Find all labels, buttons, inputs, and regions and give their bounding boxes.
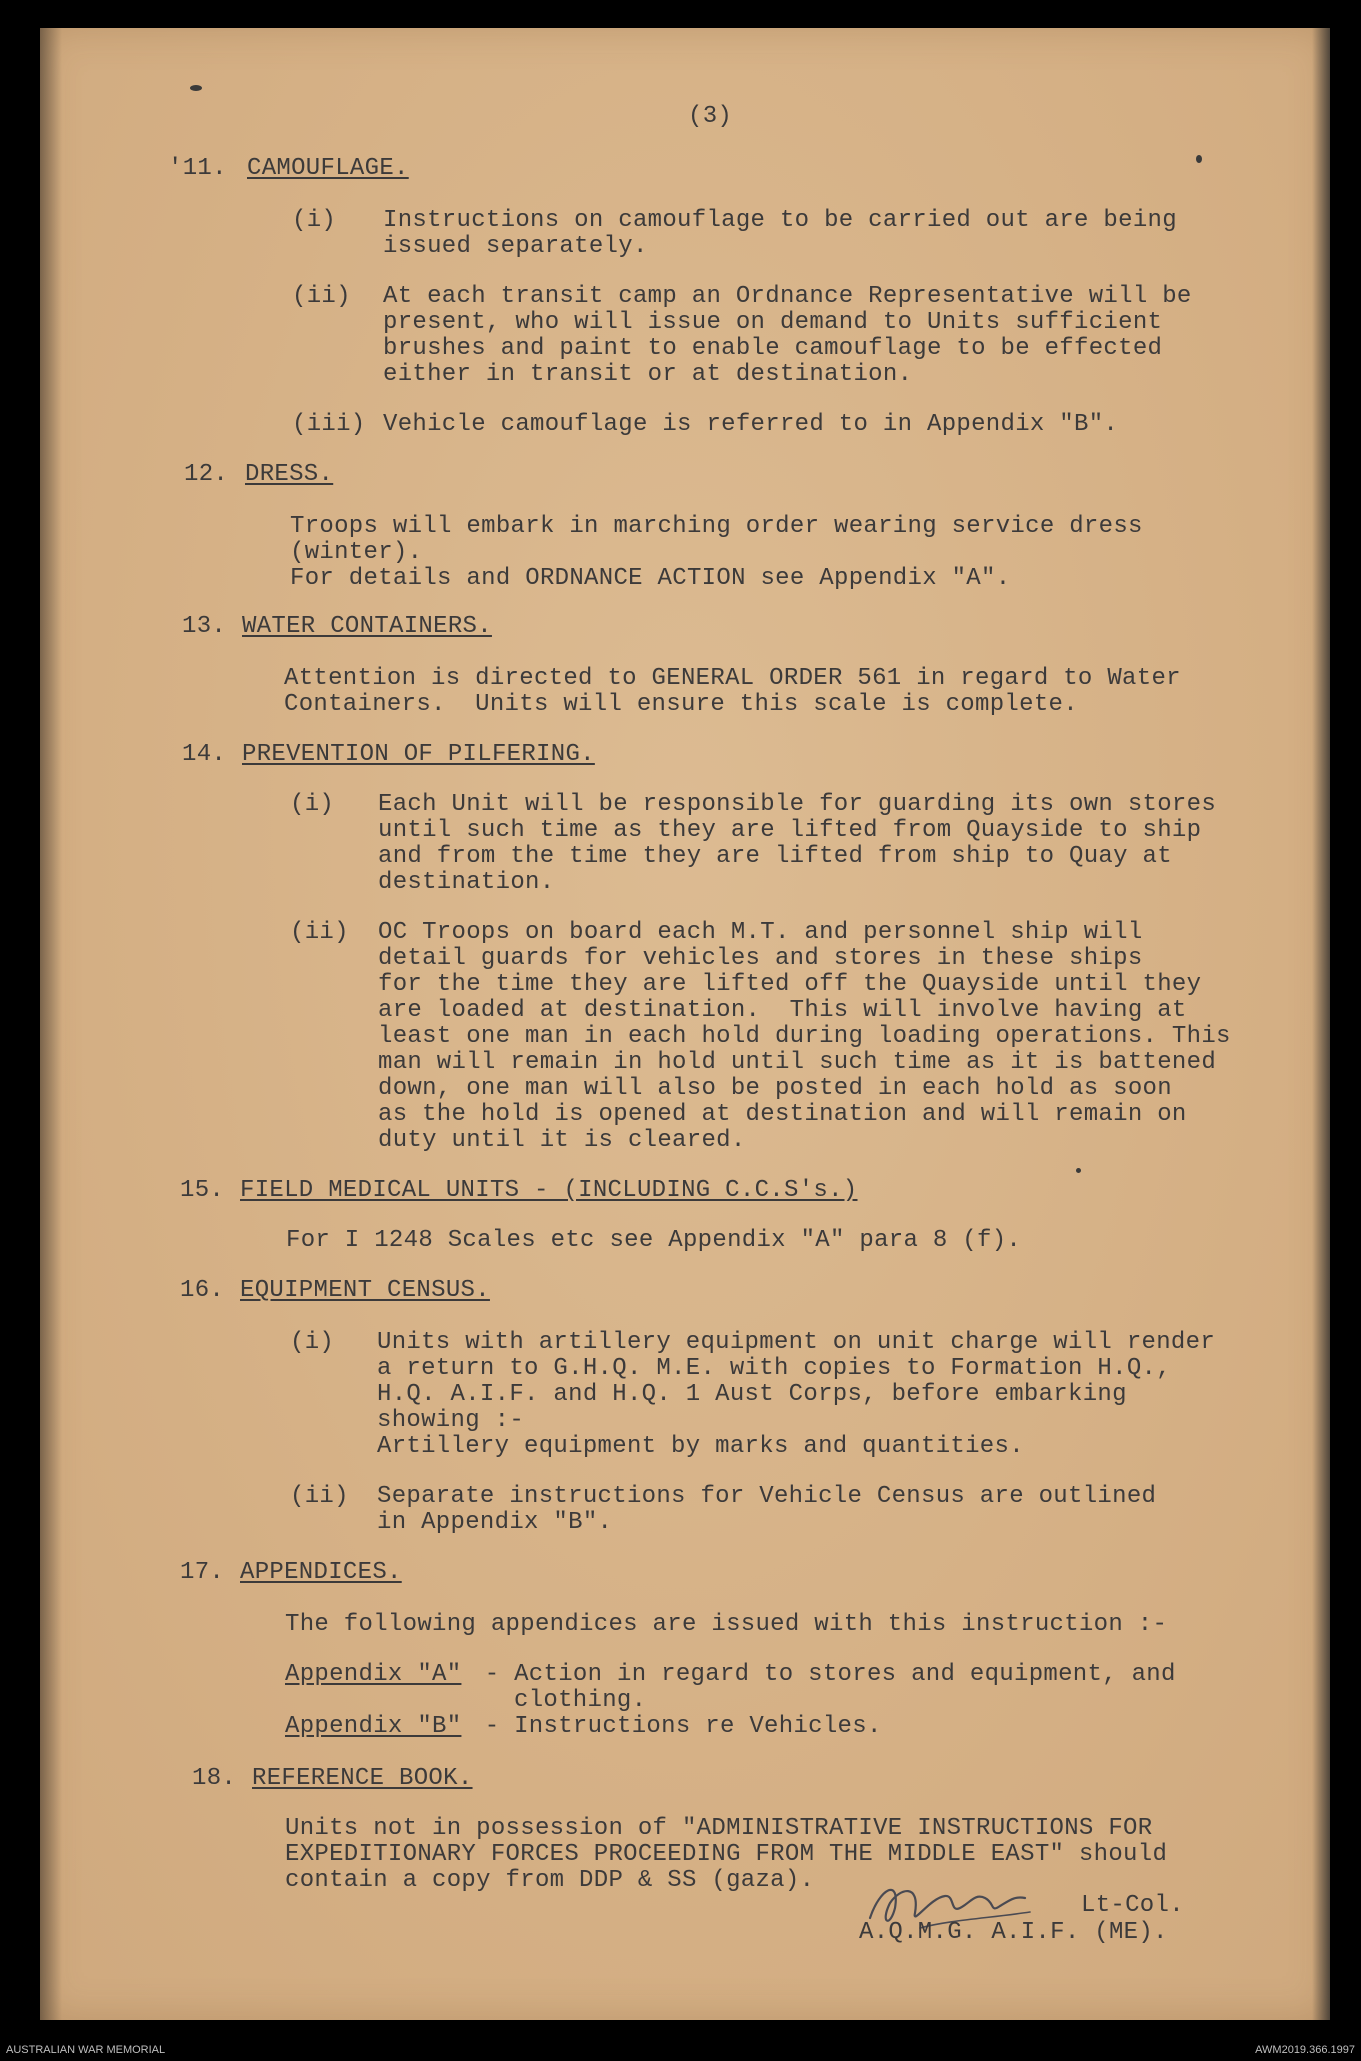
- section-17-intro: The following appendices are issued with this instruction :-: [285, 1611, 1168, 1638]
- section-18-line: contain a copy from DDP & SS (gaza).: [285, 1867, 815, 1894]
- appendix-a-text: clothing.: [514, 1687, 647, 1714]
- section-11-iii-line: Vehicle camouflage is referred to in Appendix "B".: [383, 411, 1119, 438]
- ink-speck: [190, 85, 202, 91]
- appendix-a-label: Appendix "A": [285, 1661, 462, 1688]
- section-14-i-line: destination.: [378, 869, 555, 896]
- section-14-ii-line: duty until it is cleared.: [378, 1127, 746, 1154]
- section-16-ii-line: Separate instructions for Vehicle Census are outlined: [377, 1483, 1157, 1510]
- section-12-line: Troops will embark in marching order wearing service dress: [290, 513, 1143, 540]
- section-18-line: EXPEDITIONARY FORCES PROCEEDING FROM THE MIDDLE EAST" should: [285, 1841, 1168, 1868]
- section-14-ii-line: least one man in each hold during loading operations. This: [378, 1023, 1231, 1050]
- section-11-ii-line: either in transit or at destination.: [383, 361, 913, 388]
- section-16-i-line: Units with artillery equipment on unit charge will render: [377, 1329, 1216, 1356]
- section-11-i-label: (i): [292, 207, 337, 234]
- section-14-ii-line: as the hold is opened at destination and will remain on: [378, 1101, 1187, 1128]
- section-11-heading: CAMOUFLAGE.: [247, 155, 409, 182]
- section-11-ii-line: present, who will issue on demand to Units sufficient: [383, 309, 1163, 336]
- section-16-number: 16.: [180, 1277, 225, 1304]
- section-16-i-line: a return to G.H.Q. M.E. with copies to Formation H.Q.,: [377, 1355, 1171, 1382]
- section-11-i-line: Instructions on camouflage to be carried out are being: [383, 207, 1177, 234]
- section-16-i-label: (i): [290, 1329, 335, 1356]
- section-13-heading: WATER CONTAINERS.: [242, 613, 492, 640]
- section-12-line: For details and ORDNANCE ACTION see Appendix "A".: [290, 565, 1011, 592]
- section-14-ii-line: detail guards for vehicles and stores in these ships: [378, 945, 1143, 972]
- section-14-number: 14.: [182, 741, 227, 768]
- footer-archive-name: AUSTRALIAN WAR MEMORIAL: [6, 2044, 166, 2056]
- section-12-number: 12.: [184, 461, 229, 488]
- section-11-number: '11.: [168, 155, 227, 182]
- section-16-i-line: showing :-: [377, 1407, 525, 1434]
- section-11-ii-line: brushes and paint to enable camouflage to be effected: [383, 335, 1163, 362]
- section-13-line: Containers. Units will ensure this scale is complete.: [284, 691, 1078, 718]
- appendix-a-text: - Action in regard to stores and equipment, and: [470, 1661, 1176, 1688]
- footer-archive-id: AWM2019.366.1997: [1255, 2044, 1355, 2056]
- section-14-ii-line: man will remain in hold until such time as it is battened: [378, 1049, 1217, 1076]
- section-12-line: (winter).: [290, 539, 423, 566]
- section-11-i-line: issued separately.: [383, 233, 648, 260]
- section-14-ii-line: down, one man will also be posted in each hold as soon: [378, 1075, 1172, 1102]
- appendix-b-text: - Instructions re Vehicles.: [470, 1713, 882, 1740]
- section-18-line: Units not in possession of "ADMINISTRATIVE INSTRUCTIONS FOR: [285, 1815, 1153, 1842]
- section-14-ii-label: (ii): [290, 919, 349, 946]
- appendix-b-label: Appendix "B": [285, 1713, 462, 1740]
- section-16-heading: EQUIPMENT CENSUS.: [240, 1277, 490, 1304]
- section-17-heading: APPENDICES.: [240, 1559, 402, 1586]
- section-14-i-line: until such time as they are lifted from Quayside to ship: [378, 817, 1202, 844]
- section-17-number: 17.: [180, 1559, 225, 1586]
- section-15-heading: FIELD MEDICAL UNITS - (INCLUDING C.C.S's.): [240, 1177, 858, 1204]
- section-14-ii-line: are loaded at destination. This will involve having at: [378, 997, 1187, 1024]
- section-14-ii-line: for the time they are lifted off the Quayside until they: [378, 971, 1202, 998]
- ink-speck: [1076, 1168, 1081, 1173]
- section-11-ii-line: At each transit camp an Ordnance Representative will be: [383, 283, 1192, 310]
- section-11-ii-label: (ii): [292, 283, 351, 310]
- section-16-ii-label: (ii): [290, 1483, 349, 1510]
- ink-speck: [1196, 155, 1202, 163]
- section-18-heading: REFERENCE BOOK.: [252, 1765, 473, 1792]
- section-12-heading: DRESS.: [245, 461, 334, 488]
- section-11-iii-label: (iii): [292, 411, 366, 438]
- section-14-i-label: (i): [290, 791, 335, 818]
- section-16-ii-line: in Appendix "B".: [377, 1509, 613, 1536]
- section-13-line: Attention is directed to GENERAL ORDER 561 in regard to Water: [284, 665, 1181, 692]
- sheet-right-shadow: [1312, 28, 1330, 2020]
- section-14-ii-line: OC Troops on board each M.T. and personnel ship will: [378, 919, 1143, 946]
- sheet-left-shadow: [40, 28, 62, 2020]
- section-16-i-line: Artillery equipment by marks and quantities.: [377, 1433, 1024, 1460]
- section-15-line: For I 1248 Scales etc see Appendix "A" para 8 (f).: [286, 1227, 1022, 1254]
- section-16-i-line: H.Q. A.I.F. and H.Q. 1 Aust Corps, before embarking: [377, 1381, 1127, 1408]
- section-14-i-line: and from the time they are lifted from ship to Quay at: [378, 843, 1172, 870]
- section-15-number: 15.: [180, 1177, 225, 1204]
- section-14-i-line: Each Unit will be responsible for guarding its own stores: [378, 791, 1217, 818]
- signature-title: A.Q.M.G. A.I.F. (ME).: [859, 1919, 1168, 1946]
- section-18-number: 18.: [192, 1765, 237, 1792]
- section-14-heading: PREVENTION OF PILFERING.: [242, 741, 595, 768]
- section-13-number: 13.: [182, 613, 227, 640]
- page-number: (3): [688, 103, 733, 130]
- signature-rank: Lt-Col.: [1081, 1892, 1184, 1919]
